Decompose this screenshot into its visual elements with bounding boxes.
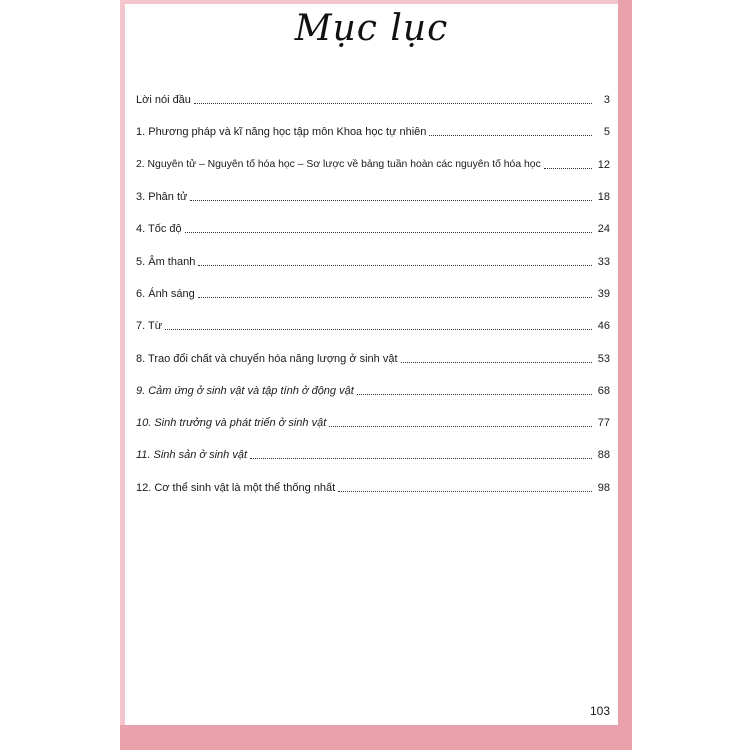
toc-leader-dots xyxy=(194,103,592,104)
toc-entry[interactable] xyxy=(136,375,610,407)
toc-entry[interactable] xyxy=(136,84,610,116)
toc-leader-dots xyxy=(165,329,592,330)
toc-entry[interactable] xyxy=(136,342,610,374)
toc-leader-dots xyxy=(401,362,592,363)
toc-entry-page: 3 xyxy=(603,94,610,107)
toc-entry[interactable] xyxy=(136,245,610,277)
toc-entry-page: 24 xyxy=(597,223,610,236)
toc-entry[interactable] xyxy=(136,116,610,148)
toc-entry[interactable] xyxy=(136,181,610,213)
toc-entry-label: 1. Phương pháp và kĩ năng học tập môn Khoa học tự nhiên xyxy=(136,126,427,139)
toc-leader-dots xyxy=(198,297,592,298)
toc-entry[interactable] xyxy=(136,149,610,181)
page-border-bottom xyxy=(120,725,632,750)
toc-entry-label: 9. Cảm ứng ở sinh vật và tập tính ở động vật xyxy=(136,384,354,397)
toc-entry-page: 12 xyxy=(597,158,610,171)
toc-entry-page: 98 xyxy=(597,481,610,494)
toc-entry-label: Lời nói đầu xyxy=(136,94,191,107)
toc-entry-label: 10. Sinh trưởng và phát triển ở sinh vật xyxy=(136,417,327,430)
toc-leader-dots xyxy=(429,135,592,136)
toc-entry[interactable] xyxy=(136,213,610,245)
toc-leader-dots xyxy=(329,426,592,427)
toc-leader-dots xyxy=(357,394,592,395)
toc-leader-dots xyxy=(338,491,592,492)
toc-entry[interactable] xyxy=(136,439,610,471)
toc-entry-label: 3. Phân tử xyxy=(136,191,188,204)
toc-leader-dots xyxy=(250,458,592,459)
toc-entry-page: 53 xyxy=(597,352,610,365)
toc-entry[interactable] xyxy=(136,472,610,504)
toc-leader-dots xyxy=(544,168,592,169)
toc-entry-page: 88 xyxy=(597,449,610,462)
toc-entry-label: 11. Sinh sản ở sinh vật xyxy=(136,449,248,462)
page-border-right xyxy=(618,0,632,750)
toc-entry[interactable] xyxy=(136,310,610,342)
toc-entry-page: 33 xyxy=(597,255,610,268)
toc-entry-page: 39 xyxy=(597,287,610,300)
toc-entry-page: 46 xyxy=(597,320,610,333)
table-of-contents xyxy=(136,84,610,504)
toc-entry-page: 77 xyxy=(597,417,610,430)
toc-entry[interactable] xyxy=(136,407,610,439)
toc-leader-dots xyxy=(198,265,592,266)
toc-entry-label: 5. Âm thanh xyxy=(136,255,196,268)
page-border-top xyxy=(120,0,632,4)
toc-entry-page: 18 xyxy=(597,191,610,204)
toc-entry-label: 6. Ánh sáng xyxy=(136,287,195,300)
page-border-left xyxy=(120,0,125,750)
toc-entry-label: 7. Từ xyxy=(136,320,163,333)
toc-entry-label: 4. Tốc độ xyxy=(136,223,182,236)
toc-entry-label: 2. Nguyên tử – Nguyên tố hóa học – Sơ lược về bảng tuần hoàn các nguyên tố hóa học xyxy=(136,159,541,171)
page-title: Mục lục xyxy=(294,8,449,49)
page-number: 103 xyxy=(589,704,610,718)
toc-entry[interactable] xyxy=(136,278,610,310)
toc-entry-label: 8. Trao đổi chất và chuyển hóa năng lượng ở sinh vật xyxy=(136,352,398,365)
toc-leader-dots xyxy=(185,232,592,233)
toc-entry-label: 12. Cơ thể sinh vật là một thể thống nhất xyxy=(136,481,336,494)
toc-entry-page: 68 xyxy=(597,384,610,397)
toc-leader-dots xyxy=(190,200,592,201)
toc-entry-page: 5 xyxy=(603,126,610,139)
